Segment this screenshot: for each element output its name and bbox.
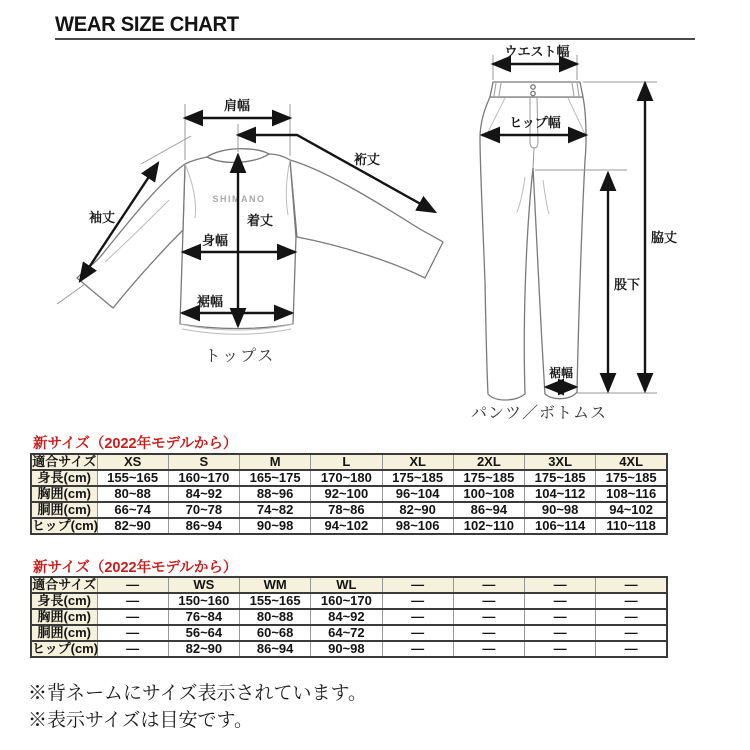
title-underline <box>55 38 695 40</box>
size-column-header: M <box>240 454 311 470</box>
size-value-cell: 64~72 <box>311 625 382 641</box>
fit-size-corner-cell: 適合サイズ <box>32 454 97 469</box>
size-value-cell: 82~90 <box>97 518 168 534</box>
size-value-cell: — <box>453 593 524 609</box>
size-table-womens <box>30 576 668 658</box>
body-length-label: 着丈 <box>247 213 274 228</box>
hip-width-label: ヒップ幅 <box>509 115 561 130</box>
page-title: WEAR SIZE CHART <box>55 13 239 36</box>
size-value-cell: 80~88 <box>240 609 311 625</box>
hem-width-label: 裾幅 <box>196 294 224 309</box>
size-value-cell: — <box>596 641 667 657</box>
size-column-header: — <box>453 577 524 593</box>
size-value-cell: — <box>453 641 524 657</box>
chest-width-label: 身幅 <box>201 233 229 248</box>
shirt-left-sleeve <box>77 164 185 308</box>
size-value-cell: — <box>97 609 168 625</box>
size-row-header: 胴囲(cm) <box>31 502 97 518</box>
size-column-header: — <box>97 577 168 593</box>
size-column-header: — <box>525 577 596 593</box>
size-row-header: 胸囲(cm) <box>31 486 97 502</box>
size-value-cell: — <box>97 641 168 657</box>
size-value-cell: — <box>525 609 596 625</box>
shirt-right-sleeve <box>290 160 443 278</box>
size-value-cell: 84~92 <box>311 609 382 625</box>
size-value-cell: 92~100 <box>311 486 382 502</box>
size-column-header: 4XL <box>596 454 667 470</box>
size-value-cell: 84~92 <box>168 486 239 502</box>
size-column-header: 3XL <box>525 454 596 470</box>
size-value-cell: 106~114 <box>525 518 596 534</box>
pants-hem-width-label: 裾幅 <box>548 366 574 380</box>
size-value-cell: — <box>382 641 453 657</box>
size-value-cell: 98~106 <box>382 518 453 534</box>
size-row-header: ヒップ(cm) <box>32 518 99 533</box>
footnote-line: ※表示サイズは目安です。 <box>28 710 253 731</box>
size-table-adult <box>30 453 668 535</box>
size-value-cell: 90~98 <box>240 518 311 534</box>
size-value-cell: 100~108 <box>453 486 524 502</box>
size-value-cell: — <box>382 593 453 609</box>
size-column-header: WS <box>168 577 239 593</box>
size-value-cell: 94~102 <box>596 502 667 518</box>
size-row-header: ヒップ(cm) <box>32 641 99 656</box>
size-value-cell: 88~96 <box>240 486 311 502</box>
size-table-1-label: 新サイズ（2022年モデルから） <box>33 436 238 452</box>
bottoms-measurement-diagram <box>425 42 725 427</box>
size-column-header: WM <box>240 577 311 593</box>
size-value-cell: 74~82 <box>240 502 311 518</box>
inseam-label: 股下 <box>614 277 641 292</box>
size-value-cell: — <box>525 593 596 609</box>
size-value-cell: 94~102 <box>311 518 382 534</box>
size-value-cell: 160~170 <box>168 470 239 486</box>
size-value-cell: 82~90 <box>382 502 453 518</box>
size-value-cell: 78~86 <box>311 502 382 518</box>
size-value-cell: 90~98 <box>525 502 596 518</box>
size-value-cell: 86~94 <box>453 502 524 518</box>
size-value-cell: 102~110 <box>453 518 524 534</box>
sleeve-length-label: 袖丈 <box>88 210 116 225</box>
size-value-cell: 80~88 <box>97 486 168 502</box>
side-length-label: 脇丈 <box>651 230 678 245</box>
size-column-header: S <box>168 454 239 470</box>
size-value-cell: 110~118 <box>596 518 667 534</box>
size-value-cell: 66~74 <box>97 502 168 518</box>
size-value-cell: 104~112 <box>525 486 596 502</box>
size-value-cell: — <box>596 625 667 641</box>
size-column-header: XS <box>97 454 168 470</box>
size-value-cell: 82~90 <box>168 641 239 657</box>
shoulder-width-label: 肩幅 <box>223 98 251 113</box>
size-row-header: 胸囲(cm) <box>31 609 97 625</box>
size-column-header: — <box>382 577 453 593</box>
waist-width-label: ウエスト幅 <box>504 44 570 59</box>
size-value-cell: 70~78 <box>168 502 239 518</box>
shirt-brand-logo: SHIMANO <box>212 194 266 204</box>
waist-button-top <box>531 85 535 89</box>
size-value-cell: 108~116 <box>596 486 667 502</box>
fit-size-corner-cell: 適合サイズ <box>32 577 97 592</box>
size-value-cell: 56~64 <box>168 625 239 641</box>
waist-button-bottom <box>531 91 535 95</box>
size-row-header: 身長(cm) <box>31 593 97 609</box>
size-row-header: 胴囲(cm) <box>31 625 97 641</box>
size-value-cell: — <box>596 593 667 609</box>
size-value-cell: 86~94 <box>168 518 239 534</box>
size-value-cell: — <box>382 609 453 625</box>
size-column-header: L <box>311 454 382 470</box>
size-row-header: 身長(cm) <box>31 470 97 486</box>
size-value-cell: 165~175 <box>240 470 311 486</box>
size-value-cell: 76~84 <box>168 609 239 625</box>
size-value-cell: 175~185 <box>453 470 524 486</box>
size-column-header: WL <box>311 577 382 593</box>
size-column-header: XL <box>382 454 453 470</box>
size-value-cell: 96~104 <box>382 486 453 502</box>
size-value-cell: — <box>453 609 524 625</box>
size-value-cell: 155~165 <box>240 593 311 609</box>
size-value-cell: 155~165 <box>97 470 168 486</box>
sleeve-reach-label: 裄丈 <box>353 152 381 167</box>
size-value-cell: — <box>97 625 168 641</box>
footnote-line: ※背ネームにサイズ表示されています。 <box>28 683 367 704</box>
pants-waistband <box>490 82 583 97</box>
bottoms-caption: パンツ／ボトムス <box>470 405 608 422</box>
size-column-header: 2XL <box>453 454 524 470</box>
size-value-cell: 86~94 <box>240 641 311 657</box>
footnotes <box>28 680 367 734</box>
size-value-cell: 150~160 <box>168 593 239 609</box>
size-value-cell: 90~98 <box>311 641 382 657</box>
tops-caption: トップス <box>204 348 276 365</box>
size-value-cell: 170~180 <box>311 470 382 486</box>
size-value-cell: — <box>453 625 524 641</box>
size-value-cell: — <box>525 641 596 657</box>
pants-outline <box>480 97 586 400</box>
size-value-cell: — <box>97 593 168 609</box>
tops-measurement-diagram <box>45 52 450 387</box>
size-value-cell: — <box>525 625 596 641</box>
size-value-cell: — <box>382 625 453 641</box>
size-column-header: — <box>596 577 667 593</box>
size-table-2-label: 新サイズ（2022年モデルから） <box>33 560 238 576</box>
size-value-cell: 175~185 <box>525 470 596 486</box>
size-value-cell: 60~68 <box>240 625 311 641</box>
size-value-cell: — <box>596 609 667 625</box>
size-value-cell: 175~185 <box>596 470 667 486</box>
size-value-cell: 175~185 <box>382 470 453 486</box>
size-value-cell: 160~170 <box>311 593 382 609</box>
